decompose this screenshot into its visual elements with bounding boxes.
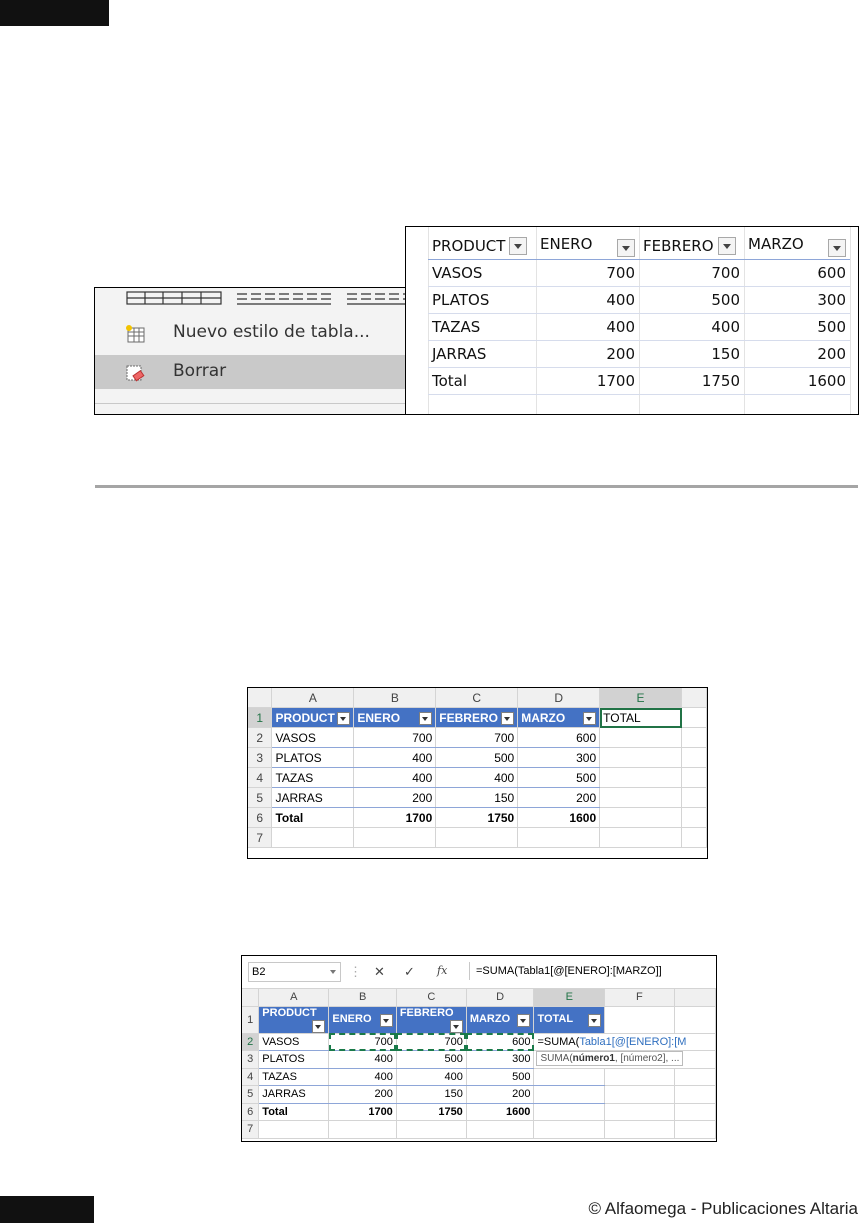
cell[interactable]: 700 bbox=[396, 1033, 466, 1051]
table-row bbox=[248, 728, 707, 748]
cell[interactable] bbox=[259, 1121, 329, 1139]
row-header[interactable]: 7 bbox=[248, 828, 272, 848]
cell[interactable] bbox=[674, 1006, 715, 1033]
cell[interactable] bbox=[605, 1006, 674, 1033]
filter-dropdown-icon[interactable] bbox=[380, 1014, 393, 1027]
table-row bbox=[242, 1068, 716, 1086]
cancel-button[interactable]: ✕ bbox=[374, 964, 385, 979]
header-label: ENERO bbox=[357, 710, 401, 725]
cell[interactable]: 700 bbox=[536, 260, 639, 287]
tooltip-rest: , [número2], ... bbox=[614, 1053, 680, 1064]
cell[interactable]: 400 bbox=[354, 748, 436, 768]
header-label: FEBRERO bbox=[399, 1006, 454, 1019]
cell[interactable]: 500 bbox=[396, 1051, 466, 1069]
table-style-menu bbox=[94, 287, 408, 415]
cell[interactable] bbox=[534, 1121, 605, 1139]
select-all-corner[interactable] bbox=[242, 989, 259, 1006]
cell[interactable]: 700 bbox=[329, 1033, 396, 1051]
table-row bbox=[428, 287, 850, 314]
cell[interactable]: Total bbox=[272, 808, 354, 828]
header-label: TOTAL bbox=[537, 1012, 574, 1025]
cell[interactable]: PLATOS bbox=[259, 1051, 329, 1069]
table-header-row bbox=[248, 708, 707, 728]
cell[interactable] bbox=[605, 1068, 674, 1086]
cell[interactable] bbox=[600, 808, 682, 828]
cell[interactable]: 500 bbox=[744, 314, 850, 341]
cell[interactable]: 1750 bbox=[396, 1103, 466, 1121]
cell[interactable]: TAZAS bbox=[428, 314, 536, 341]
tooltip-function: SUMA( bbox=[540, 1053, 573, 1064]
cell[interactable]: 700 bbox=[436, 728, 518, 748]
cell[interactable]: VASOS bbox=[428, 260, 536, 287]
cell[interactable] bbox=[674, 1068, 715, 1086]
new-table-style-icon bbox=[125, 325, 145, 343]
table-row bbox=[242, 1033, 716, 1051]
cell[interactable] bbox=[600, 768, 682, 788]
new-table-style-label: Nuevo estilo de tabla... bbox=[173, 322, 370, 342]
row-header[interactable]: 1 bbox=[248, 708, 272, 728]
cell[interactable]: 700 bbox=[354, 728, 436, 748]
header-cell[interactable] bbox=[639, 233, 744, 260]
editing-cell[interactable] bbox=[534, 1033, 716, 1051]
cell[interactable]: 400 bbox=[536, 287, 639, 314]
cell[interactable]: 500 bbox=[466, 1068, 534, 1086]
cell[interactable]: 400 bbox=[329, 1068, 396, 1086]
cell[interactable] bbox=[674, 1086, 715, 1104]
cell[interactable]: 300 bbox=[466, 1051, 534, 1069]
selected-cell-total[interactable]: TOTAL bbox=[600, 708, 682, 728]
sales-table-large bbox=[428, 233, 850, 415]
select-all-corner[interactable] bbox=[248, 688, 272, 708]
cell[interactable] bbox=[682, 708, 707, 728]
excel-screenshot-total-column bbox=[247, 687, 708, 859]
header-cell[interactable] bbox=[329, 1006, 396, 1033]
excel-screenshot-formula bbox=[241, 955, 717, 1142]
cell[interactable] bbox=[605, 1103, 674, 1121]
table-row bbox=[428, 260, 850, 287]
clear-menu-item[interactable] bbox=[95, 355, 407, 389]
header-cell[interactable] bbox=[428, 233, 536, 260]
cell[interactable] bbox=[534, 1068, 605, 1086]
cell[interactable] bbox=[600, 828, 682, 848]
column-header-row bbox=[248, 688, 707, 708]
row-header[interactable]: 3 bbox=[248, 748, 272, 768]
column-header[interactable]: B bbox=[354, 688, 436, 708]
filter-dropdown-icon[interactable] bbox=[828, 239, 846, 257]
cell[interactable]: TAZAS bbox=[259, 1068, 329, 1086]
row-header[interactable]: 3 bbox=[242, 1051, 259, 1069]
cell[interactable]: 1600 bbox=[744, 368, 850, 395]
cell[interactable]: 150 bbox=[396, 1086, 466, 1104]
column-header[interactable]: A bbox=[272, 688, 354, 708]
cell[interactable] bbox=[674, 1121, 715, 1139]
cell[interactable]: JARRAS bbox=[272, 788, 354, 808]
cell[interactable]: 700 bbox=[639, 260, 744, 287]
filter-dropdown-icon[interactable] bbox=[617, 239, 635, 257]
cell[interactable]: 200 bbox=[518, 788, 600, 808]
row-header[interactable]: 5 bbox=[248, 788, 272, 808]
edit-prefix: =SUMA( bbox=[537, 1035, 580, 1048]
formula-input[interactable]: =SUMA(Tabla1[@[ENERO]:[MARZO]] bbox=[469, 962, 717, 980]
header-label: ENERO bbox=[540, 235, 593, 253]
enter-button[interactable]: ✓ bbox=[404, 964, 415, 979]
filter-dropdown-icon[interactable] bbox=[337, 712, 350, 725]
cell[interactable]: 500 bbox=[436, 748, 518, 768]
tooltip-arg1: número1 bbox=[572, 1053, 615, 1064]
cell[interactable] bbox=[605, 1121, 674, 1139]
section-divider bbox=[95, 485, 858, 488]
row-header[interactable]: 6 bbox=[248, 808, 272, 828]
cell[interactable] bbox=[272, 828, 354, 848]
cell[interactable]: 200 bbox=[354, 788, 436, 808]
table-row bbox=[248, 768, 707, 788]
cell[interactable]: 200 bbox=[536, 341, 639, 368]
header-cell[interactable] bbox=[466, 1006, 534, 1033]
header-cell[interactable] bbox=[534, 1006, 605, 1033]
column-header[interactable]: B bbox=[329, 989, 396, 1006]
more-options-icon: ⋮ bbox=[349, 964, 362, 979]
formula-bar bbox=[242, 956, 716, 989]
row-header[interactable]: 4 bbox=[248, 768, 272, 788]
row-header[interactable]: 5 bbox=[242, 1086, 259, 1104]
row-header[interactable]: 2 bbox=[242, 1033, 259, 1051]
cell[interactable] bbox=[354, 828, 436, 848]
cell[interactable]: 1750 bbox=[436, 808, 518, 828]
header-cell[interactable] bbox=[272, 708, 354, 728]
column-header[interactable]: D bbox=[466, 989, 534, 1006]
cell[interactable]: PLATOS bbox=[272, 748, 354, 768]
page-header-mark bbox=[0, 0, 109, 26]
column-header[interactable] bbox=[682, 688, 707, 708]
filter-dropdown-icon[interactable] bbox=[419, 712, 432, 725]
filter-dropdown-icon[interactable] bbox=[509, 237, 527, 255]
column-header[interactable]: F bbox=[605, 989, 674, 1006]
cell[interactable] bbox=[600, 788, 682, 808]
spreadsheet-grid bbox=[242, 989, 716, 1139]
header-label: MARZO bbox=[748, 235, 804, 253]
clear-eraser-icon bbox=[125, 364, 145, 382]
cell[interactable]: 400 bbox=[639, 314, 744, 341]
header-label: FEBRERO bbox=[439, 710, 498, 725]
header-cell[interactable] bbox=[744, 233, 850, 260]
cell[interactable]: 600 bbox=[466, 1033, 534, 1051]
cell[interactable]: 300 bbox=[518, 748, 600, 768]
cell[interactable]: 1700 bbox=[354, 808, 436, 828]
cell[interactable] bbox=[466, 1121, 534, 1139]
header-cell[interactable] bbox=[259, 1006, 329, 1033]
header-cell[interactable] bbox=[436, 708, 518, 728]
cell[interactable]: 400 bbox=[436, 768, 518, 788]
cell[interactable]: 150 bbox=[639, 341, 744, 368]
cell[interactable]: 200 bbox=[466, 1086, 534, 1104]
cell[interactable] bbox=[682, 748, 707, 768]
cell[interactable]: 1700 bbox=[536, 368, 639, 395]
cell[interactable] bbox=[600, 728, 682, 748]
cell[interactable] bbox=[605, 1086, 674, 1104]
edit-reference: Tabla1[@[ENERO]:[M bbox=[579, 1035, 687, 1048]
name-box-value: B2 bbox=[252, 966, 266, 978]
name-box[interactable] bbox=[248, 962, 341, 982]
column-header[interactable]: C bbox=[396, 989, 466, 1006]
cell[interactable] bbox=[682, 808, 707, 828]
cell[interactable]: 1750 bbox=[639, 368, 744, 395]
column-header[interactable]: D bbox=[518, 688, 600, 708]
filter-dropdown-icon[interactable] bbox=[718, 237, 736, 255]
header-cell[interactable] bbox=[396, 1006, 466, 1033]
header-label: PRODUCT bbox=[262, 1006, 317, 1019]
column-header[interactable]: C bbox=[436, 688, 518, 708]
cell[interactable]: Total bbox=[259, 1103, 329, 1121]
cell[interactable]: 200 bbox=[744, 341, 850, 368]
cell[interactable] bbox=[600, 748, 682, 768]
cell[interactable]: 1600 bbox=[518, 808, 600, 828]
column-header-row bbox=[242, 989, 716, 1006]
header-cell[interactable] bbox=[536, 233, 639, 260]
column-header[interactable] bbox=[674, 989, 715, 1006]
insert-function-button[interactable]: fx bbox=[437, 964, 448, 977]
header-label: PRODUCT bbox=[275, 710, 335, 725]
cell[interactable]: 1700 bbox=[329, 1103, 396, 1121]
cell[interactable]: 600 bbox=[518, 728, 600, 748]
clear-label: Borrar bbox=[173, 361, 227, 381]
cell[interactable] bbox=[329, 1121, 396, 1139]
table-row bbox=[248, 788, 707, 808]
table-row bbox=[428, 341, 850, 368]
cell[interactable]: 400 bbox=[329, 1051, 396, 1069]
row-header[interactable]: 1 bbox=[242, 1006, 259, 1033]
column-header[interactable]: E bbox=[534, 989, 605, 1006]
cell[interactable] bbox=[682, 728, 707, 748]
chevron-down-icon bbox=[330, 970, 336, 974]
table-row bbox=[242, 1051, 716, 1069]
cell[interactable]: VASOS bbox=[272, 728, 354, 748]
row-header[interactable]: 6 bbox=[242, 1103, 259, 1121]
total-row bbox=[428, 368, 850, 395]
cell[interactable]: TAZAS bbox=[272, 768, 354, 788]
cell[interactable] bbox=[534, 1103, 605, 1121]
filter-dropdown-icon[interactable] bbox=[588, 1014, 601, 1027]
cell[interactable] bbox=[396, 1121, 466, 1139]
table-row bbox=[428, 314, 850, 341]
cell[interactable]: VASOS bbox=[259, 1033, 329, 1051]
tooltip-cell bbox=[534, 1051, 716, 1069]
cell[interactable]: JARRAS bbox=[259, 1086, 329, 1104]
cell[interactable]: 400 bbox=[536, 314, 639, 341]
filter-dropdown-icon[interactable] bbox=[450, 1020, 463, 1033]
row-header[interactable]: 7 bbox=[242, 1121, 259, 1139]
filter-dropdown-icon[interactable] bbox=[517, 1014, 530, 1027]
empty-row bbox=[242, 1121, 716, 1139]
cell[interactable]: 400 bbox=[396, 1068, 466, 1086]
function-tooltip bbox=[536, 1051, 683, 1066]
cell[interactable]: 500 bbox=[518, 768, 600, 788]
cell[interactable] bbox=[534, 1086, 605, 1104]
header-cell[interactable] bbox=[354, 708, 436, 728]
row-header[interactable]: 4 bbox=[242, 1068, 259, 1086]
copyright-footer: © Alfaomega - Publicaciones Altaria bbox=[588, 1199, 858, 1218]
spreadsheet-grid bbox=[248, 688, 707, 848]
header-label: ENERO bbox=[332, 1012, 372, 1025]
table-header-row bbox=[428, 233, 850, 260]
cell[interactable]: 150 bbox=[436, 788, 518, 808]
cell[interactable] bbox=[682, 828, 707, 848]
total-row bbox=[248, 808, 707, 828]
cell[interactable] bbox=[682, 788, 707, 808]
cell[interactable]: 300 bbox=[744, 287, 850, 314]
header-label: MARZO bbox=[469, 1012, 511, 1025]
cell[interactable]: PLATOS bbox=[428, 287, 536, 314]
cell[interactable]: 600 bbox=[744, 260, 850, 287]
total-row bbox=[242, 1103, 716, 1121]
header-cell[interactable] bbox=[518, 708, 600, 728]
filter-dropdown-icon[interactable] bbox=[583, 712, 596, 725]
menu-bottom-divider bbox=[95, 403, 407, 404]
new-table-style-menu-item[interactable] bbox=[95, 316, 407, 350]
row-header[interactable]: 2 bbox=[248, 728, 272, 748]
table-row bbox=[248, 748, 707, 768]
header-label: FEBRERO bbox=[643, 236, 714, 255]
table-header-row bbox=[242, 1006, 716, 1033]
cell[interactable]: 1600 bbox=[466, 1103, 534, 1121]
column-header[interactable]: A bbox=[259, 989, 329, 1006]
cell[interactable]: 400 bbox=[354, 768, 436, 788]
cell[interactable]: 500 bbox=[639, 287, 744, 314]
filter-dropdown-icon[interactable] bbox=[312, 1020, 325, 1033]
cell[interactable] bbox=[436, 828, 518, 848]
header-label: PRODUCT bbox=[432, 236, 506, 255]
cell[interactable]: 200 bbox=[329, 1086, 396, 1104]
table-crop-large bbox=[405, 226, 859, 415]
filter-dropdown-icon[interactable] bbox=[501, 712, 514, 725]
cell[interactable] bbox=[682, 768, 707, 788]
table-style-previews bbox=[125, 290, 408, 308]
cell[interactable]: JARRAS bbox=[428, 341, 536, 368]
cell[interactable] bbox=[674, 1103, 715, 1121]
table-row bbox=[242, 1086, 716, 1104]
column-header[interactable]: E bbox=[600, 688, 682, 708]
header-label: MARZO bbox=[521, 710, 566, 725]
cell[interactable]: Total bbox=[428, 368, 536, 395]
cell[interactable] bbox=[518, 828, 600, 848]
empty-row bbox=[248, 828, 707, 848]
page-footer-mark bbox=[0, 1196, 94, 1223]
empty-row bbox=[428, 395, 850, 416]
